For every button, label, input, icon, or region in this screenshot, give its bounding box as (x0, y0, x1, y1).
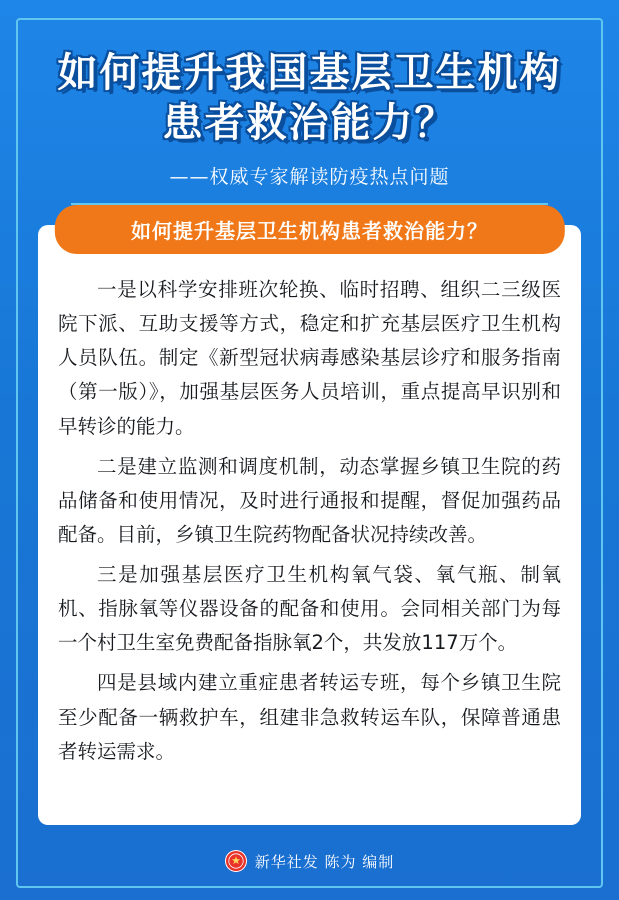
content-card (38, 221, 581, 825)
footer-credit: 新华社发 陈为 编制 (254, 852, 395, 871)
subtitle: ——权威专家解读防疫热点问题 (169, 166, 450, 188)
xinhua-emblem-icon (225, 850, 247, 872)
card-body (58, 273, 561, 769)
poster-frame (16, 18, 603, 888)
paragraph-4: 四是县域内建立重症患者转运专班，每个乡镇卫生院至少配备一辆救护车，组建非急救转运车队，保障普通患者转运需求。 (58, 671, 561, 763)
footer (18, 850, 601, 872)
title-line-2: 患者救治能力？ (162, 101, 457, 145)
title-line-1: 如何提升我国基层卫生机构 (57, 51, 562, 95)
page-title (32, 48, 587, 148)
paragraph-1: 一是以科学安排班次轮换、临时招聘、组织二三级医院下派、互助支援等方式，稳定和扩充基层医疗卫生机构人员队伍。制定《新型冠状病毒感染基层诊疗和服务指南（第一版）》，加强基层医务人员培训，重点提高早识别和早转诊的能力。 (58, 278, 561, 438)
paragraph-3: 三是加强基层医疗卫生机构氧气袋、氧气瓶、制氧机、指脉氧等仪器设备的配备和使用。会同相关部门为每一个村卫生室免费配备指脉氧2个，共发放117万个。 (58, 563, 561, 655)
card-banner-heading: 如何提升基层卫生机构患者救治能力？ (54, 205, 564, 254)
title-block (32, 36, 587, 205)
paragraph-2: 二是建立监测和调度机制，动态掌握乡镇卫生院的药品储备和使用情况，及时进行通报和提醒，督促加强药品配备。目前，乡镇卫生院药物配备状况持续改善。 (58, 454, 561, 546)
